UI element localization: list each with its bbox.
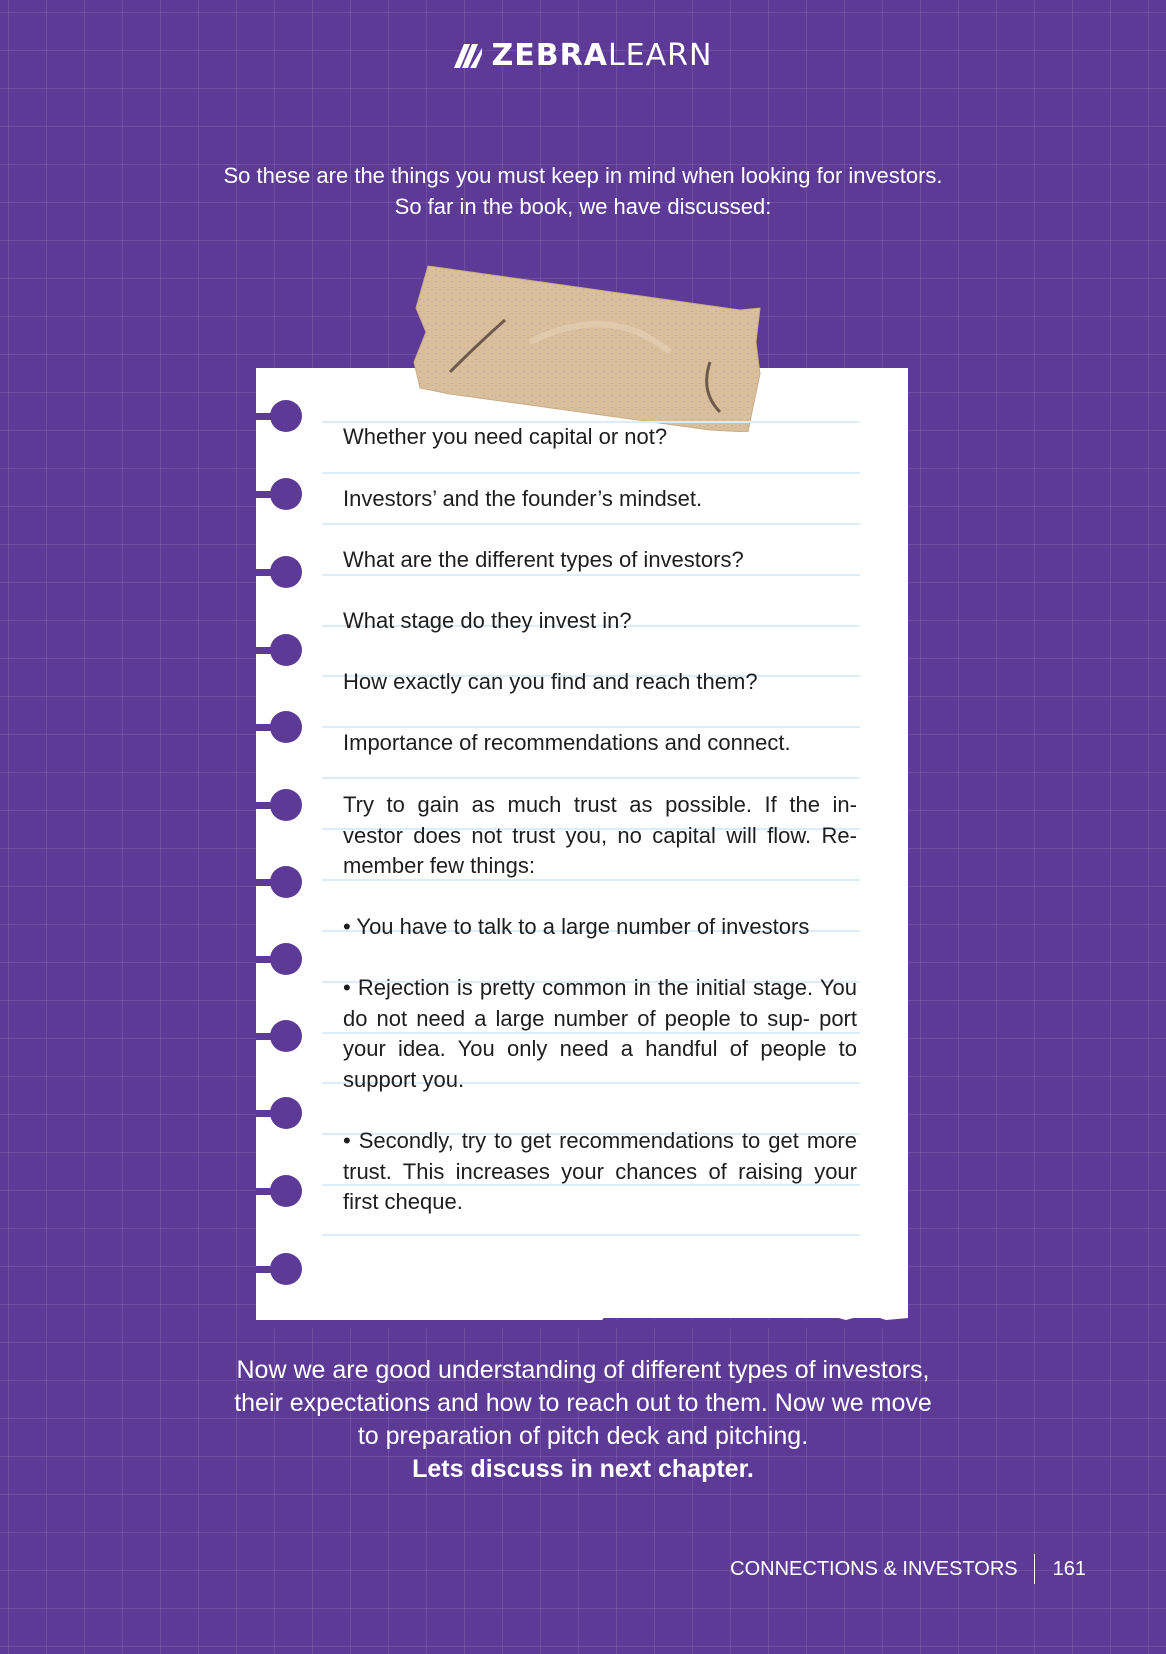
outro-line-2: their expectations and how to reach out to them. Now we move xyxy=(234,1389,932,1417)
intro-line-1: So these are the things you must keep in mind when looking for investors. xyxy=(223,163,943,188)
section-title: CONNECTIONS & INVESTORS xyxy=(730,1557,1018,1580)
binder-hole xyxy=(256,478,300,510)
intro-line-2: So far in the book, we have discussed: xyxy=(394,194,772,219)
checklist-item: Importance of recommendations and connect. xyxy=(343,730,791,755)
ruled-line xyxy=(322,472,860,474)
intro-text xyxy=(0,160,1166,222)
outro-line-1: Now we are good understanding of different types of investors, xyxy=(236,1356,930,1384)
brand-logo xyxy=(0,38,1166,73)
checklist-item: • Secondly, try to get recommendations to get more trust. This increases your chances of raising your first cheque. xyxy=(343,1128,857,1214)
page-footer xyxy=(730,1554,1086,1584)
checklist-item: How exactly can you find and reach them? xyxy=(343,669,758,694)
masking-tape xyxy=(410,262,770,432)
stripes-logo-icon xyxy=(454,44,482,68)
logo-text-bold: ZEBRA xyxy=(491,38,608,73)
torn-edge xyxy=(256,1298,908,1328)
ruled-line xyxy=(322,523,860,525)
checklist-item: What are the different types of investors? xyxy=(343,547,744,572)
binder-hole xyxy=(256,1097,300,1129)
ruled-line xyxy=(322,777,860,779)
checklist-item: What stage do they invest in? xyxy=(343,608,632,633)
binder-hole xyxy=(256,1253,300,1285)
binder-hole xyxy=(256,556,300,588)
page-number: 161 xyxy=(1052,1557,1086,1580)
outro-line-4: Lets discuss in next chapter. xyxy=(412,1455,754,1483)
binder-hole xyxy=(256,711,300,743)
binder-hole xyxy=(256,866,300,898)
logo-text-light: LEARN xyxy=(607,38,713,73)
binder-hole xyxy=(256,400,300,432)
outro-line-3: to preparation of pitch deck and pitching. xyxy=(357,1422,809,1450)
binder-hole xyxy=(256,1175,300,1207)
checklist-item: Try to gain as much trust as possible. If the in- vestor does not trust you, no capital will flow. Re- member few things: xyxy=(343,792,857,878)
binder-hole xyxy=(256,634,300,666)
checklist-item: • You have to talk to a large number of investors xyxy=(343,914,810,939)
ruled-line xyxy=(322,1234,860,1236)
footer-divider xyxy=(1034,1554,1035,1584)
binder-hole xyxy=(256,943,300,975)
outro-text xyxy=(0,1354,1166,1486)
binder-hole xyxy=(256,789,300,821)
checklist-item: Whether you need capital or not? xyxy=(343,424,668,449)
binder-hole xyxy=(256,1020,300,1052)
checklist-item: Investors’ and the founder’s mindset. xyxy=(343,486,703,511)
checklist-item: • Rejection is pretty common in the initial stage. You do not need a large number of people to sup- port your idea. You only need a handful of people to support you. xyxy=(343,975,857,1092)
